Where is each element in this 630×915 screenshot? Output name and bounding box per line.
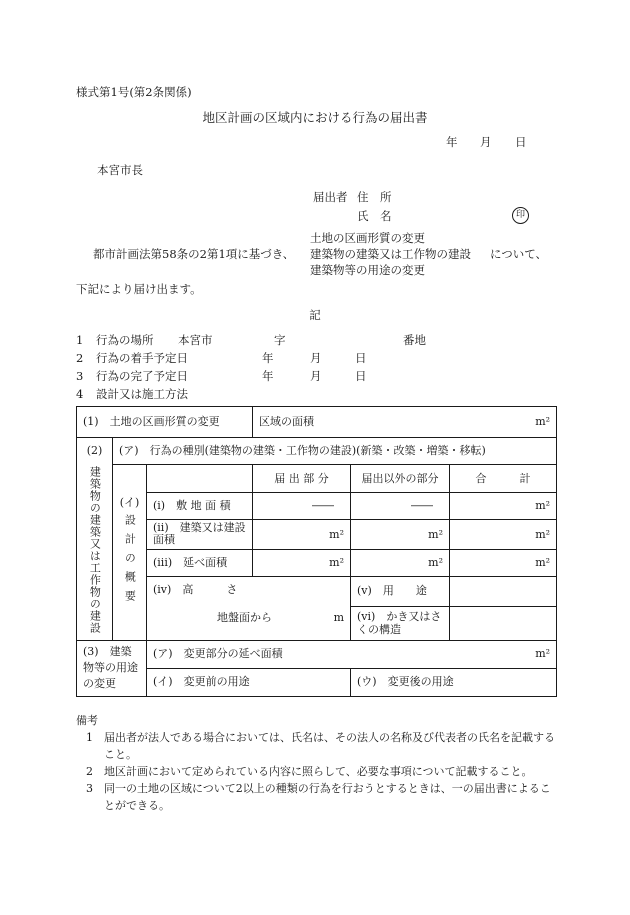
- land-area-unit: m²: [535, 415, 551, 429]
- height-label: (iv) 高 さ: [153, 582, 238, 596]
- floor-area-notified[interactable]: m²: [253, 549, 351, 576]
- item-label: 行為の場所: [96, 333, 154, 347]
- end-day: 日: [355, 369, 367, 383]
- item-label: 行為の完了予定日: [96, 369, 188, 383]
- fence-structure-value[interactable]: [450, 606, 557, 640]
- height-ground-label: 地盤面から: [217, 610, 272, 624]
- addressee: 本宮市長: [97, 163, 143, 177]
- section2-cell: [77, 438, 113, 641]
- remark-item: [76, 780, 558, 814]
- design-overview-vertical: 設計の概要: [123, 513, 137, 609]
- document-title: 地区計画の区域内における行為の届出書: [202, 110, 428, 125]
- intro-continuation: 下記により届け出ます。: [76, 282, 202, 296]
- remark-number: 3: [86, 782, 93, 796]
- applicant-label: 届出者: [313, 190, 348, 204]
- remarks-title: 備考: [76, 714, 98, 727]
- intro-suffix: について、: [490, 247, 548, 261]
- changed-floor-area-unit: m²: [535, 647, 551, 661]
- option-land-change: 土地の区画形質の変更: [310, 231, 425, 245]
- building-area-label: (ii) 建築又は建設面積: [147, 519, 253, 549]
- fence-structure-label: (vi) かき又はさくの構造: [351, 606, 450, 640]
- row-use-before-after: [77, 668, 557, 696]
- height-field[interactable]: [147, 576, 351, 640]
- site-area-other[interactable]: ――: [351, 492, 450, 519]
- row-use-change-area: [77, 640, 557, 668]
- remark-number: 1: [86, 731, 93, 745]
- site-area-total[interactable]: m²: [450, 492, 557, 519]
- location-banchi: 番地: [403, 333, 426, 347]
- end-month: 月: [310, 369, 322, 383]
- section2-vertical-label: 建築物の建築又は工作物の建設: [88, 465, 102, 634]
- remark-text: 同一の土地の区域について2以上の種類の行為を行おうとするときは、一の届出書によることができる。: [104, 782, 551, 813]
- application-table: [76, 406, 557, 697]
- row-land-change: [77, 407, 557, 438]
- remark-text: 届出者が法人である場合においては、氏名は、その法人の名称及び代表者の氏名を記載すること。: [104, 731, 555, 762]
- site-area-label: (i) 敷 地 面 積: [147, 492, 253, 519]
- remark-number: 2: [86, 765, 93, 779]
- changed-floor-area-label: (ア) 変更部分の延べ面積: [153, 647, 283, 661]
- form-number: 様式第1号(第2条関係): [76, 85, 192, 99]
- section3-label: (3) 建築物等の用途の変更: [77, 640, 147, 696]
- intro-prefix: 都市計画法第58条の2第1項に基づき、: [93, 247, 295, 261]
- remark-item: [76, 763, 558, 780]
- header-total: 合 計: [450, 465, 557, 493]
- row-design-header: [77, 465, 557, 493]
- date-day: 日: [515, 135, 527, 149]
- start-day: 日: [355, 351, 367, 365]
- use-label: (v) 用 途: [351, 576, 450, 606]
- header-notified-part: 届 出 部 分: [253, 465, 351, 493]
- site-area-notified[interactable]: ――: [253, 492, 351, 519]
- use-value[interactable]: [450, 576, 557, 606]
- floor-area-label: (iii) 延べ面積: [147, 549, 253, 576]
- option-use-change: 建築物等の用途の変更: [310, 263, 425, 277]
- use-after-field[interactable]: (ウ) 変更後の用途: [351, 668, 557, 696]
- seal-mark: [512, 207, 529, 224]
- header-other-part: 届出以外の部分: [351, 465, 450, 493]
- design-overview-number: (イ): [119, 496, 140, 509]
- height-unit: m: [333, 610, 345, 624]
- building-area-total[interactable]: m²: [450, 519, 557, 549]
- floor-area-total[interactable]: m²: [450, 549, 557, 576]
- remark-text: 地区計画において定められている内容に照らして、必要な事項について記載すること。: [104, 765, 533, 779]
- act-type-label[interactable]: (ア) 行為の種別(建築物の建築・工作物の建設)(新築・改築・増築・移転): [113, 438, 557, 465]
- design-overview-cell: [113, 465, 147, 641]
- section2-number: (2): [86, 444, 103, 457]
- start-month: 月: [310, 351, 322, 365]
- address-label: 住 所: [357, 190, 392, 204]
- floor-area-other[interactable]: m²: [351, 549, 450, 576]
- location-city: 本宮市: [178, 333, 213, 347]
- remarks-section: [76, 712, 558, 814]
- option-building: 建築物の建築又は工作物の建設: [310, 247, 471, 261]
- date-year: 年: [446, 135, 458, 149]
- row-act-type: [77, 438, 557, 465]
- header-blank: [147, 465, 253, 493]
- building-area-notified[interactable]: m²: [253, 519, 351, 549]
- item-number: 1: [76, 333, 84, 347]
- building-area-other[interactable]: m²: [351, 519, 450, 549]
- changed-floor-area-field[interactable]: [147, 640, 557, 668]
- item-label: 行為の着手予定日: [96, 351, 188, 365]
- row-site-area: [77, 492, 557, 519]
- item-label: 設計又は施工方法: [96, 387, 188, 401]
- end-year: 年: [262, 369, 274, 383]
- row-height-use: [77, 576, 557, 606]
- land-area-label: 区域の面積: [259, 415, 315, 429]
- seal-label: 印: [512, 207, 529, 224]
- land-area-field[interactable]: [253, 407, 557, 438]
- name-label: 氏 名: [357, 209, 392, 223]
- row-building-area: [77, 519, 557, 549]
- ki-heading: 記: [309, 308, 321, 322]
- location-aza: 字: [274, 333, 286, 347]
- land-change-label: (1) 土地の区画形質の変更: [77, 407, 253, 438]
- date-month: 月: [480, 135, 492, 149]
- item-number: 3: [76, 369, 84, 383]
- remark-item: [76, 729, 558, 763]
- item-number: 2: [76, 351, 84, 365]
- row-floor-area: [77, 549, 557, 576]
- item-number: 4: [76, 387, 84, 401]
- start-year: 年: [262, 351, 274, 365]
- use-before-field[interactable]: (イ) 変更前の用途: [147, 668, 351, 696]
